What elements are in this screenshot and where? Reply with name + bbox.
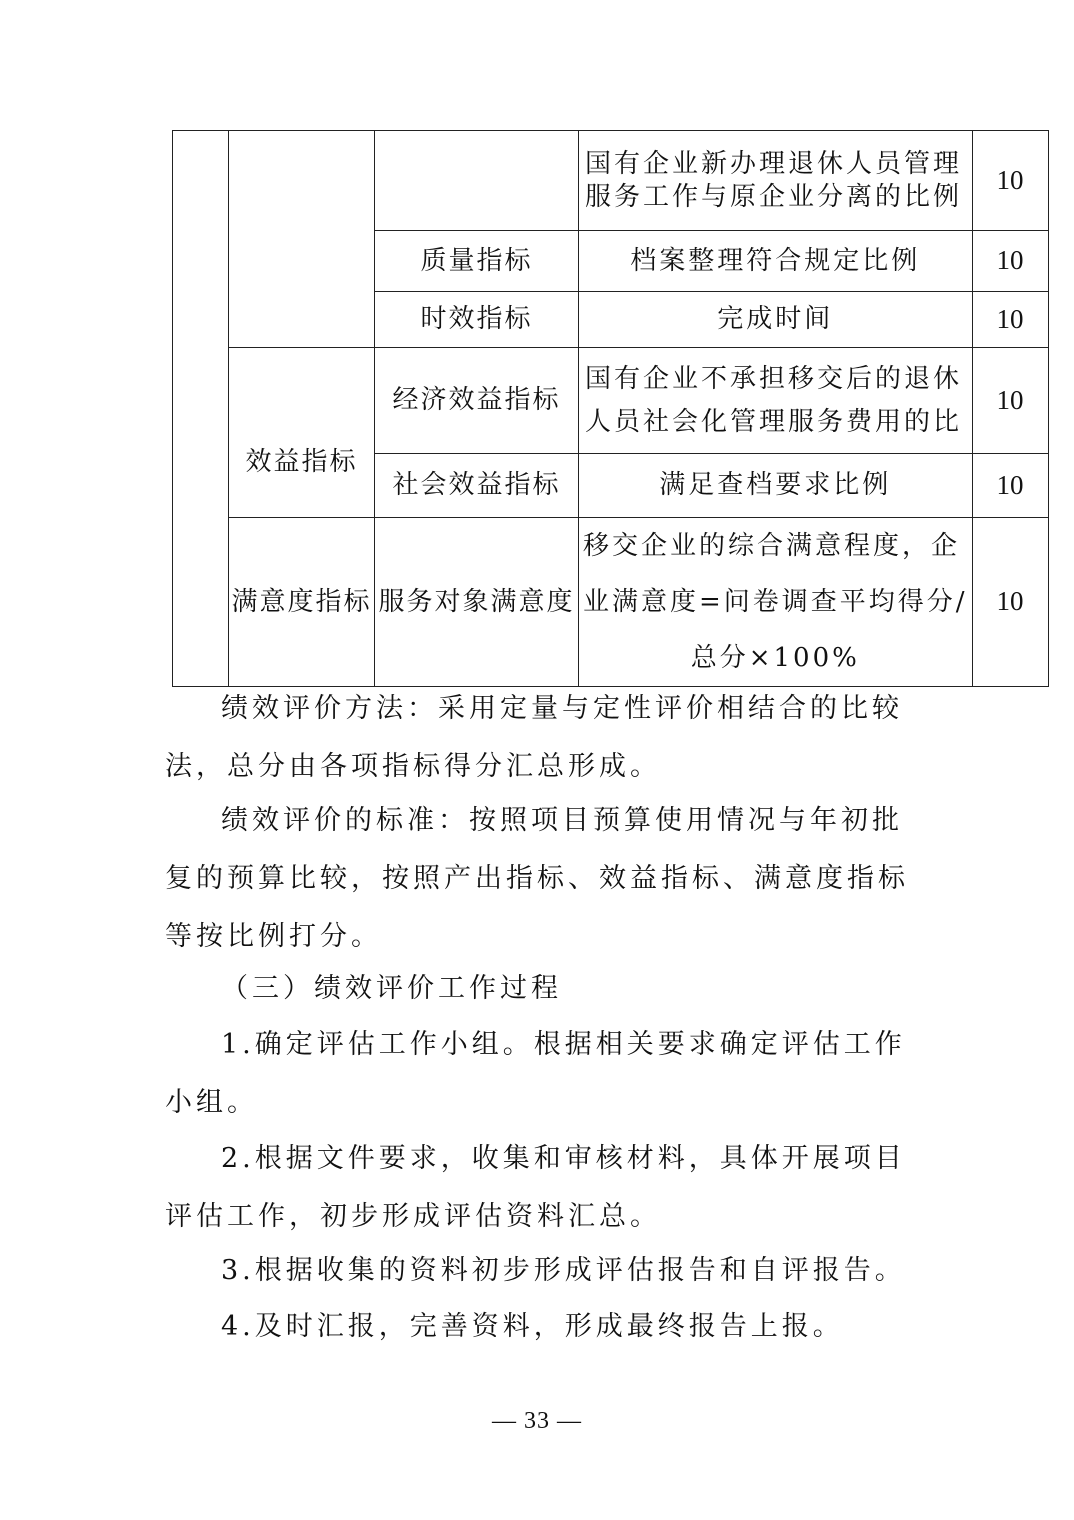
description-line: 总分×100% bbox=[690, 643, 860, 673]
description-line: 服务工作与原企业分离的比例 bbox=[585, 181, 963, 212]
description-line: 国有企业新办理退休人员管理 bbox=[585, 149, 963, 179]
indicator-description-cell bbox=[579, 131, 973, 231]
performance-indicator-table bbox=[172, 130, 1049, 687]
indicator-description-cell bbox=[579, 292, 973, 348]
section-heading: （三）绩效评价工作过程 bbox=[221, 973, 562, 1004]
score-cell: 10 bbox=[972, 231, 1048, 292]
level3-indicator-cell: 经济效益指标 bbox=[375, 348, 579, 454]
level2-indicator-cell bbox=[229, 131, 375, 348]
page-number: — 33 — bbox=[492, 1408, 582, 1434]
level2-indicator-cell: 效益指标 bbox=[229, 348, 375, 518]
description-line: 业满意度=问卷调查平均得分/ bbox=[583, 587, 968, 617]
level3-indicator-cell: 社会效益指标 bbox=[375, 454, 579, 518]
process-step-4: 4.及时汇报，完善资料，形成最终报告上报。 bbox=[221, 1311, 844, 1342]
description-line: 国有企业不承担移交后的退休 bbox=[585, 364, 963, 394]
description-line: 完成时间 bbox=[717, 304, 834, 335]
score-cell: 10 bbox=[972, 292, 1048, 348]
description-line: 档案整理符合规定比例 bbox=[630, 245, 921, 276]
process-step-1: 1.确定评估工作小组。根据相关要求确定评估工作小组。 bbox=[165, 1029, 906, 1118]
level3-indicator-cell: 质量指标 bbox=[375, 231, 579, 292]
level3-indicator-cell: 时效指标 bbox=[375, 292, 579, 348]
table-row bbox=[173, 518, 1049, 687]
indicator-description-cell bbox=[579, 518, 973, 687]
table-row bbox=[173, 348, 1049, 454]
indicator-description-cell bbox=[579, 231, 973, 292]
indicator-description-cell bbox=[579, 454, 973, 518]
description-line: 满足查档要求比例 bbox=[659, 470, 892, 501]
process-step-3: 3.根据收集的资料初步形成评估报告和自评报告。 bbox=[221, 1255, 906, 1286]
evaluation-standard-paragraph: 绩效评价的标准：按照项目预算使用情况与年初批复的预算比较，按照产出指标、效益指标、满意度指标等按比例打分。 bbox=[165, 805, 909, 952]
description-line: 移交企业的综合满意程度，企 bbox=[583, 531, 961, 561]
level3-indicator-cell bbox=[375, 131, 579, 231]
level2-indicator-cell: 满意度指标 bbox=[229, 518, 375, 687]
level3-indicator-cell: 服务对象满意度 bbox=[375, 518, 579, 687]
process-step-2: 2.根据文件要求，收集和审核材料，具体开展项目评估工作，初步形成评估资料汇总。 bbox=[165, 1143, 906, 1232]
level1-indicator-cell bbox=[173, 131, 229, 687]
evaluation-method-paragraph: 绩效评价方法：采用定量与定性评价相结合的比较法，总分由各项指标得分汇总形成。 bbox=[165, 693, 903, 782]
description-line: 人员社会化管理服务费用的比 bbox=[585, 406, 963, 437]
score-cell: 10 bbox=[972, 348, 1048, 454]
score-cell: 10 bbox=[972, 454, 1048, 518]
indicator-description-cell bbox=[579, 348, 973, 454]
score-cell: 10 bbox=[972, 518, 1048, 687]
score-cell: 10 bbox=[972, 131, 1048, 231]
table-row bbox=[173, 131, 1049, 231]
